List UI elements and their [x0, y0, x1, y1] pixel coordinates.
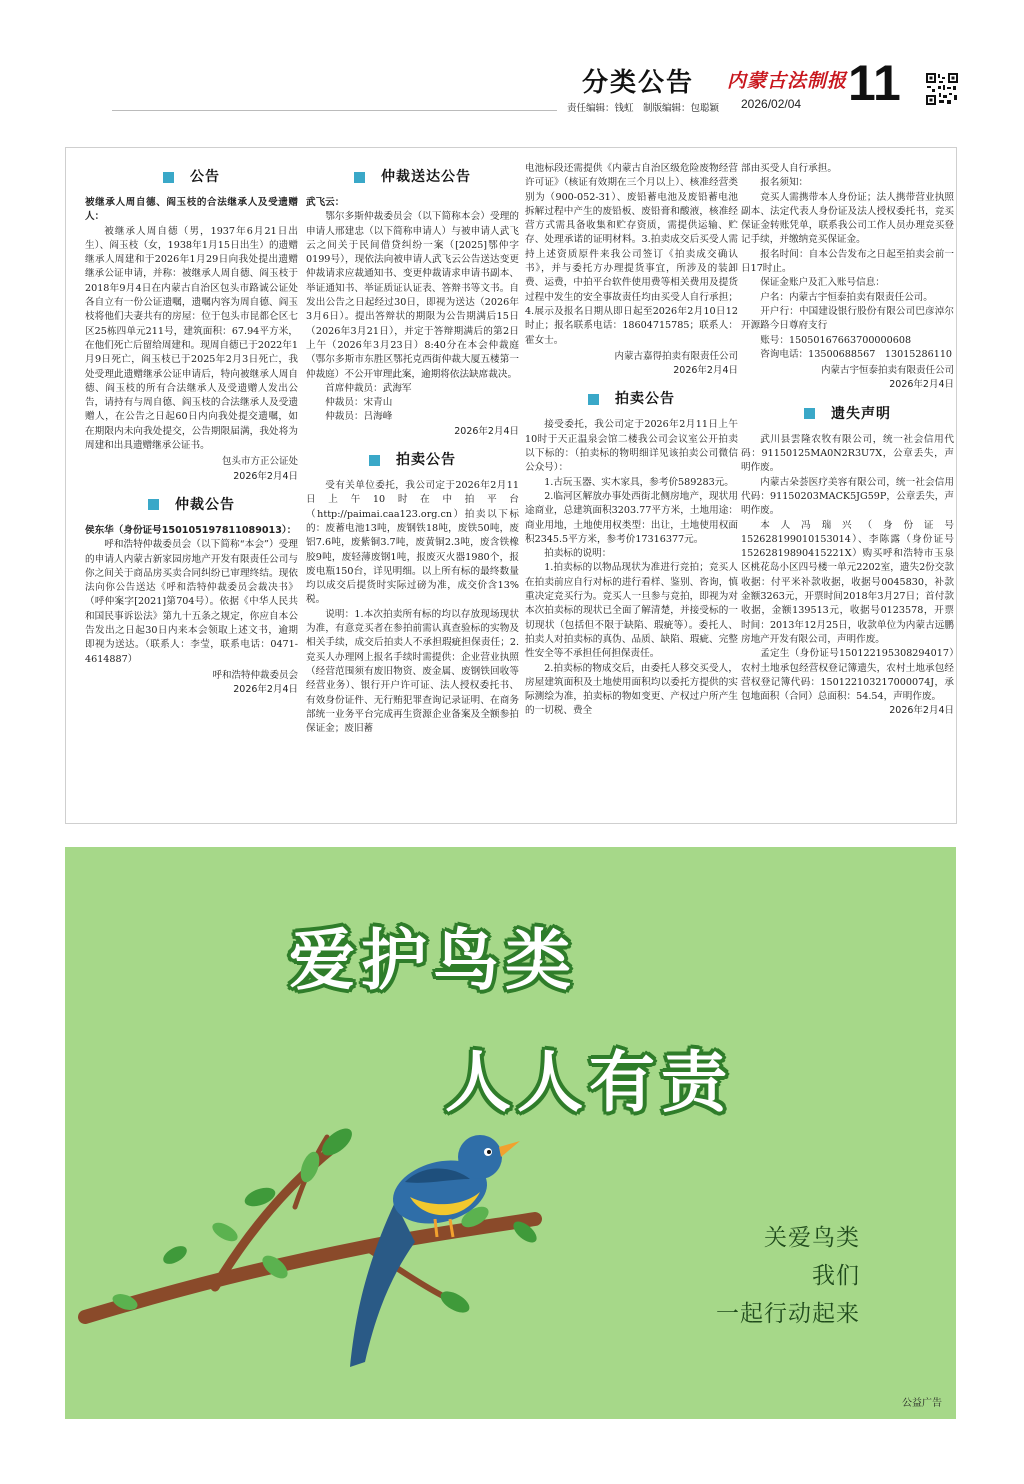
notice-heading [741, 403, 954, 425]
notice-heading [306, 166, 519, 188]
public-service-ad [65, 847, 956, 1419]
slogan-line: 我们 [812, 1263, 860, 1289]
heading-text: 遗失声明 [831, 405, 891, 422]
ad-label: 公益广告 [902, 1398, 942, 1409]
notice-signature: 内蒙古嘉得拍卖有限责任公司 [614, 350, 738, 362]
notice-body: 1.拍卖标的以物品现状为准进行竞拍；竞买人在拍卖前应自行对标的进行看样、鉴别、咨询，慎重决定竞买行为。竞买人一旦参与竞拍，即视为对本次拍卖标的现状已全面了解清楚，并接受标的一切现状（包括但不限于缺陷、瑕疵等）。委托人、拍卖人对拍卖标的真伪、品质、缺陷、瑕疵、完整性安全等不承担任何担保责任。 [525, 562, 738, 660]
issue-date: 2026/02/04 [741, 97, 802, 111]
notice-body: 被继承人周自德（男，1937年6月21日出生）、阎玉枝（女，1938年1月15日出生）的遗赠继承人周建和于2026年1月29日向我处提出遗赠继承公证申请，并称：被继承人周自德、阎玉枝于2018年9月4日在内蒙古自治区包头市路诚公证处各自立有一份公证遗嘱，遗嘱内容为周自德、阎玉枝将他们夫妻共有的房屋：位于包头市昆都仑区七区25栋四单元211号，建筑面积：67.94平方米，在他们死亡后留给周建和。现周自德已于2022年1月9日死亡，阎玉枝已于2025年2月3日死亡，我处受理此遗赠继承公证申请后，特向被继承人周自德、阎玉枝的所有合法继承人及受遗赠人发出公告，请持有与周自德、阎玉枝的合法继承人及受遗赠人，在公告之日起60日内向我处提交遗嘱，如在期限内未向我处提交，公告期限届满，我处将为周建和出具遗赠继承公证书。 [85, 225, 298, 452]
column-1 [85, 156, 298, 698]
editor-credits: 责任编辑：钱虹 制版编辑：包聪颖 [567, 103, 720, 114]
notice-date: 2026年2月4日 [889, 379, 954, 391]
ad-title-line1: 爱护鸟类 [289, 922, 577, 999]
heading-text: 公告 [190, 168, 220, 185]
notice-body: 部由买受人自行承担。 [741, 163, 837, 174]
notice-body: 内蒙古朵荟医疗美容有限公司，统一社会信用代码：91150203MACK5JG59P，公章丢失，声明作废。 [741, 476, 954, 517]
notice-body: 1.古玩玉器、实木家具，参考价589283元。 [544, 476, 734, 488]
notice-body: 报名须知： [760, 177, 809, 189]
notice-body: 2.拍卖标的物成交后，由委托人移交买受人，房屋建筑面积及土地使用面积均以委托方提供的实际测绘为准，拍卖标的物如变更、产权过户所产生的一切税、费全 [525, 662, 738, 717]
notice-body: 账号：15050167663700000608 [760, 334, 912, 346]
notice-body: 户名：内蒙古宇恒泰拍卖有限责任公司。 [760, 291, 933, 303]
notice-body: 呼和浩特仲裁委员会（以下简称“本会”）受理的申请人内蒙古新家园房地产开发有限责任公司与你之间关于商品房买卖合同纠纷已审理终结。现依法向你公告送达《呼和浩特仲裁委员会裁决书》（呼仲案字[2021]第704号）。依据《中华人民共和国民事诉讼法》第九十五条之规定，你应自本公告发出之日起30日内来本会领取上述文书，逾期即视为送达。（联系人：李莹，联系电话：0471-4614887） [85, 539, 298, 665]
qr-code-icon [925, 72, 959, 106]
notice-body: 武川县雲隆农牧有限公司，统一社会信用代码：91150125MA0N2R3U7X，公章丢失，声明作废。 [741, 433, 954, 474]
ad-slogan [716, 1219, 860, 1333]
heading-marker-icon [354, 172, 365, 183]
heading-text: 仲裁送达公告 [381, 168, 471, 185]
notice-heading [525, 388, 738, 410]
arbitrator-name: 仲裁员：吕海峰 [325, 411, 393, 423]
notice-body: 受有关单位委托，我公司定于2026年2月11日上午10时在中拍平台（http://paimai.caa123.org.cn）拍卖以下标的：废蓄电池13吨，废钢铁18吨，废铁50吨，废铝7.6吨，废紫铜3.7吨，废黄铜2.3吨，废含铁橡胶9吨，废轻薄废钢1吨，报废灭火器1980个，报废电瓶150台，详见明细。以上所有标的最终数量均以成交后提货时实际过磅为准，成交价含13%税。 [306, 480, 519, 606]
newspaper-logo: 内蒙古法制报 [727, 70, 848, 92]
section-title: 分类公告 [582, 68, 695, 98]
notice-lead: 武飞云： [306, 197, 345, 208]
notice-body: 拍卖标的说明： [544, 548, 612, 560]
notice-body: 电池标段还需提供《内蒙古自治区级危险废物经营许可证》（核证有效期在三个月以上）、核准经营类别为（900-052-31）、废铅蓄电池及废铅蓄电池拆解过程中产生的废铅板、废铅膏和酸液，核准经营方式需具备收集和贮存资质，需提供运输、贮存、处理承诺的证明材料。3.拍卖成交后买受人需持上述资质原件来我公司签订《拍卖成交确认书》，并与委托方办理提货事宜，所涉及的装卸费、运费，中拍平台软件使用费等相关费用及提货过程中发生的安全事故责任均由买受人自行承担；4.展示及报名日期从即日起至2026年2月10日12时止；报名联系电话：18604715785；联系人：霍女士。 [525, 163, 738, 346]
notice-body: 说明：1.本次拍卖所有标的均以存放现场现状为准，有意竞买者在参拍前需认真查验标的实物及相关手续，成交后拍卖人不承担瑕疵担保责任；2.竞买人办理网上报名手续时需提供：企业营业执照（经营范围须有废旧物资、废金属、废钢铁回收等经营业务）、银行开户许可证、法人授权委托书、有效身份证件、无行贿犯罪查询记录证明、在商务部统一业务平台完成再生资源企业备案及全额参拍保证金；废旧蓄 [306, 608, 519, 735]
masthead [0, 0, 1024, 120]
page-number: 11 [848, 55, 901, 111]
notice-lead: 被继承人周自德、阎玉枝的合法继承人及受遗赠人： [85, 197, 298, 223]
arbitrator-name: 首席仲裁员：武海军 [325, 382, 412, 394]
heading-text: 仲裁公告 [175, 496, 235, 513]
masthead-rule [112, 110, 557, 111]
heading-text: 拍卖公告 [396, 451, 456, 468]
notice-signature: 包头市方正公证处 [221, 456, 298, 468]
notice-signature: 呼和浩特仲裁委员会 [212, 669, 298, 681]
arbitrator-name: 仲裁员：宋青山 [325, 397, 393, 409]
heading-text: 拍卖公告 [615, 391, 675, 408]
notice-date: 2026年2月4日 [889, 705, 954, 717]
notice-body: 鄂尔多斯仲裁委员会（以下简称本会）受理的申请人邢建忠（以下简称申请人）与被申请人武飞云之间关于民间借贷纠纷一案（[2025]鄂仲字0199号），现依法向被申请人武飞云公告送达变更仲裁请求应裁通知书、变更仲裁请求申请书副本、举证通知书、举证质证认证表、答辩书等文书。自发出公告之日起经过30日，即视为送达（2026年3月6日）。提出答辩状的期限为公告期满后15日（2026年3月21日），并定于答辩期满后的第2日上午（2026年3月23日）8:40分在本会仲裁庭（鄂尔多斯市东胜区鄂托克西街仲裁大厦五楼第一仲裁庭）不公开审理此案，逾期将依法缺席裁决。 [306, 211, 519, 380]
slogan-line: 一起行动起来 [716, 1301, 860, 1327]
notice-heading [85, 166, 298, 188]
notice-body: 本人冯瑞兴（身份证号152628199010153014）、李陈露（身份证号15262819890415221X）购买呼和浩特市玉泉区桃花岛小区四号楼一单元2202室，遗失2份交款收据：付平米补款收据，收据号0045830，补款金额3263元，开票时间2018年3月27日；首付款收据，金额139513元，收据号0123578，开票时间：2013年12月25日，收款单位为内蒙古远鹏房地产开发有限公司，声明作废。 [741, 519, 954, 645]
bird-icon [350, 1135, 520, 1367]
notice-lead: 侯东华（身份证号150105197811089013）： [85, 524, 297, 536]
notice-body: 竞买人需携带本人身份证；法人携带营业执照副本、法定代表人身份证及法人授权委托书，竞买保证金转账凭单，联系我公司工作人员办理竞买登记手续，并缴纳竞买保证金。 [741, 191, 954, 246]
notice-body: 接受委托，我公司定于2026年2月11日上午10时于天正温泉会馆二楼我公司会议室公开拍卖以下标的：（拍卖标的物明细详见该拍卖公司微信公众号）： [525, 419, 738, 474]
notice-heading [85, 494, 298, 516]
notice-body: 保证金账户及汇入账号信息： [760, 277, 885, 289]
notices-panel [65, 147, 957, 824]
notice-date: 2026年2月4日 [454, 425, 519, 437]
heading-marker-icon [369, 455, 380, 466]
notice-body: 孟定生（身份证号150122195308294017）农村土地承包经营权登记簿遗失，农村土地承包经营权登记簿代码：150122103217000074J，承包地面积（合同）总面积：54.54，声明作废。 [741, 648, 954, 703]
notice-body: 报名时间：自本公告发布之日起至拍卖会前一日17时止。 [741, 248, 954, 275]
notice-date: 2026年2月4日 [233, 470, 298, 482]
notice-body: 咨询电话：13500688567 13015286110 [760, 348, 953, 360]
notice-body: 开户行：中国建设银行股份有限公司巴彦淖尔开源路今日尊府支行 [741, 305, 954, 332]
heading-marker-icon [148, 499, 159, 510]
heading-marker-icon [804, 408, 815, 419]
notice-heading [306, 449, 519, 471]
ad-title-line2: 人人有责 [445, 1044, 733, 1121]
heading-marker-icon [588, 394, 599, 405]
notice-signature: 内蒙古宇恒泰拍卖有限责任公司 [820, 365, 954, 377]
column-4 [741, 162, 954, 719]
notice-body: 2.临河区解放办事处西街北侧房地产，现状用途商业，总建筑面积3203.77平方米，土地用途：商业用地，土地使用权类型：出让，土地使用权面积2345.5平方米，参考价17316377元。 [525, 490, 738, 545]
column-3 [525, 162, 738, 719]
slogan-line: 关爱鸟类 [764, 1225, 860, 1251]
arbitrator-list [306, 382, 519, 425]
column-2 [306, 156, 519, 736]
notice-date: 2026年2月4日 [233, 684, 298, 696]
heading-marker-icon [163, 172, 174, 183]
notice-date: 2026年2月4日 [673, 365, 738, 377]
